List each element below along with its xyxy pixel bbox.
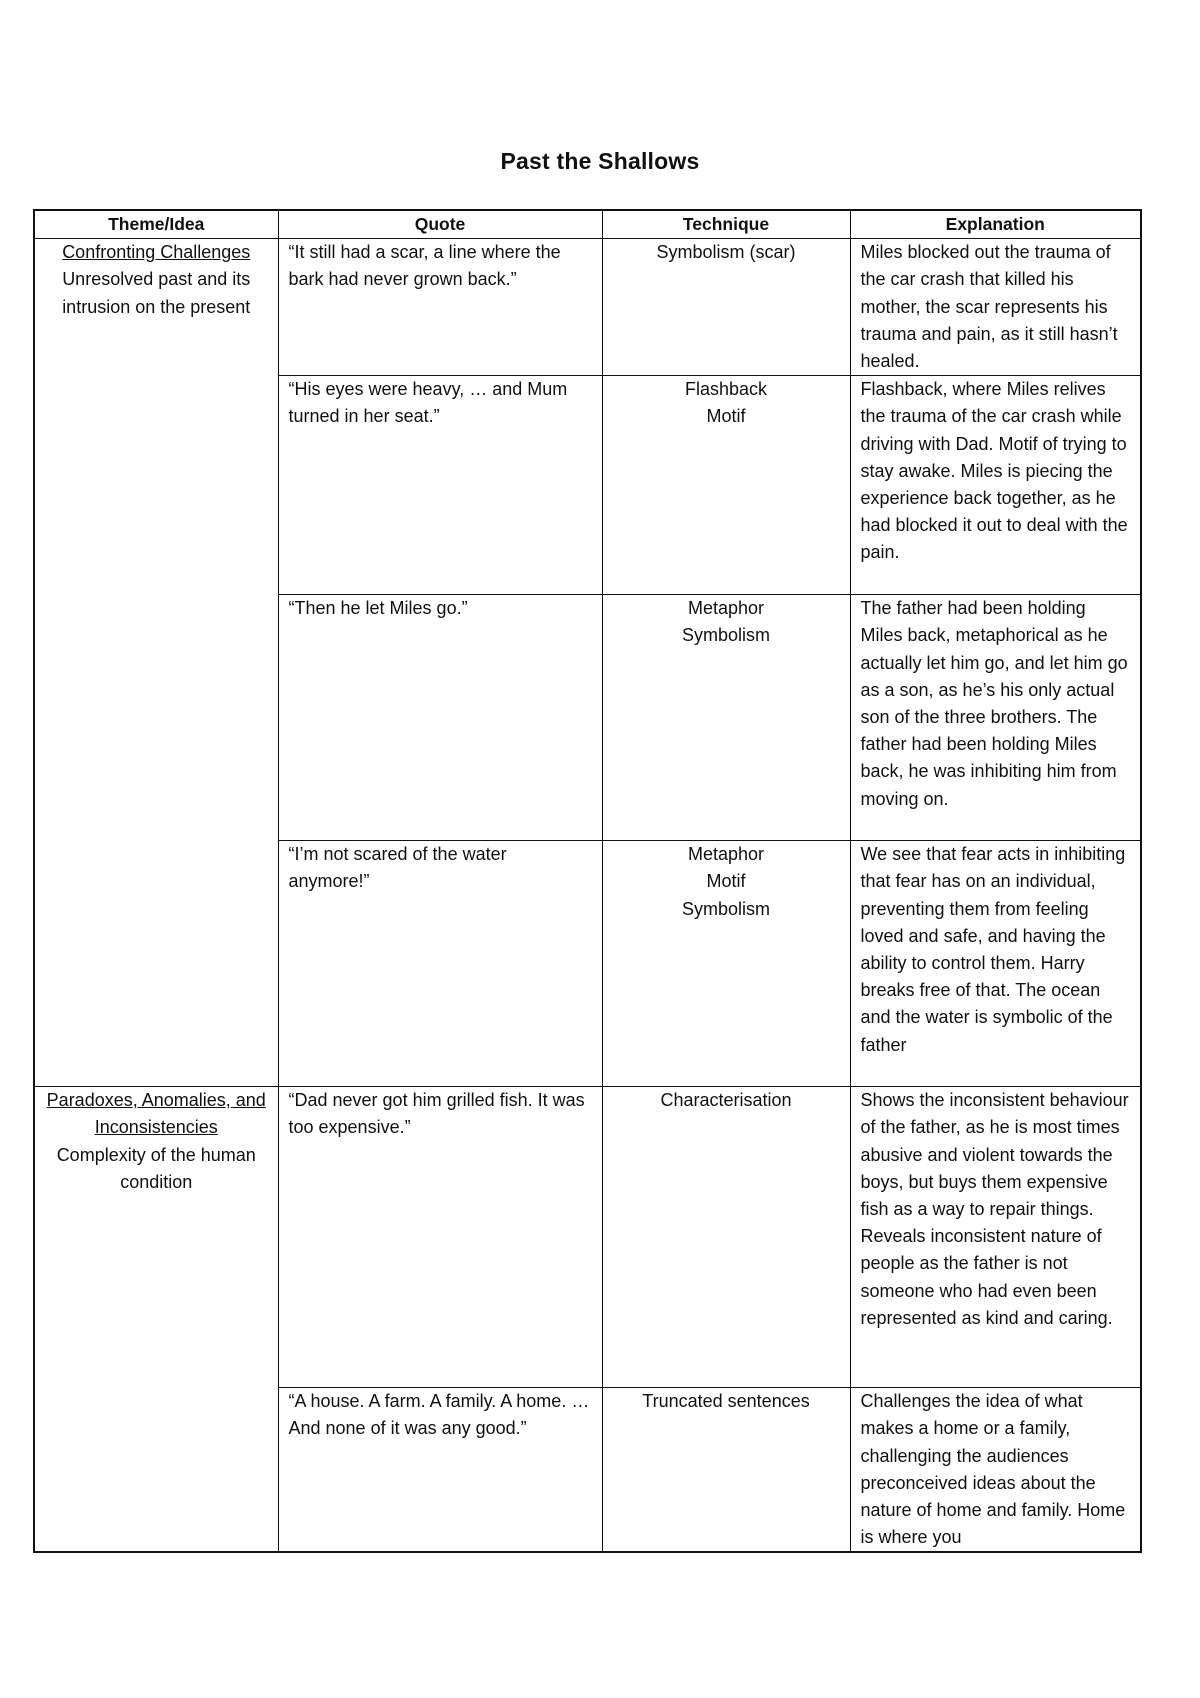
technique-cell	[602, 376, 850, 595]
table-row	[34, 239, 1141, 376]
quote-cell: “A house. A farm. A family. A home. … And none of it was any good.”	[278, 1388, 602, 1553]
quote-cell: “Then he let Miles go.”	[278, 595, 602, 841]
quote-cell: “It still had a scar, a line where the bark had never grown back.”	[278, 239, 602, 376]
header-quote: Quote	[278, 210, 602, 239]
theme-heading: Paradoxes, Anomalies, and Inconsistencies	[46, 1090, 266, 1138]
technique-item: Symbolism	[681, 625, 770, 646]
technique-item: Truncated sentences	[642, 1391, 810, 1412]
theme-subtitle: Complexity of the human condition	[56, 1144, 256, 1192]
header-technique: Technique	[602, 210, 850, 239]
technique-item: Flashback	[684, 379, 768, 400]
explanation-cell: We see that fear acts in inhibiting that fear has on an individual, preventing them from feeling loved and safe, and having the ability to control them. Harry breaks free of that. The ocean and the water is symbolic of the father	[850, 841, 1141, 1087]
explanation-cell: Shows the inconsistent behaviour of the father, as he is most times abusive and violent towards the boys, but buys them expensive fish as a way to repair things. Reveals inconsistent nature of people as the father is not someone who had even been represented as kind and caring.	[850, 1087, 1141, 1388]
technique-cell	[602, 595, 850, 841]
table-header	[34, 210, 1141, 239]
technique-item: Symbolism (scar)	[656, 242, 796, 263]
technique-item: Symbolism	[681, 898, 770, 919]
technique-item: Metaphor	[687, 844, 765, 865]
technique-item: Characterisation	[660, 1090, 792, 1111]
theme-cell-paradoxes	[34, 1087, 278, 1553]
header-row	[34, 210, 1141, 239]
technique-cell	[602, 239, 850, 376]
explanation-cell: Miles blocked out the trauma of the car crash that killed his mother, the scar represents his trauma and pain, as it still hasn’t healed.	[850, 239, 1141, 376]
quote-cell: “I’m not scared of the water anymore!”	[278, 841, 602, 1087]
explanation-cell: The father had been holding Miles back, metaphorical as he actually let him go, and let him go as a son, as he’s his only actual son of the three brothers. The father had been holding Miles back, he was inhibiting him from moving on.	[850, 595, 1141, 841]
technique-item: Motif	[706, 406, 746, 427]
technique-cell	[602, 1388, 850, 1553]
page-title: Past the Shallows	[500, 148, 700, 174]
explanation-cell: Challenges the idea of what makes a home or a family, challenging the audiences preconceived ideas about the nature of home and family. Home is where you	[850, 1388, 1141, 1553]
technique-item: Motif	[706, 871, 746, 892]
header-theme: Theme/Idea	[34, 210, 278, 239]
technique-cell	[602, 841, 850, 1087]
quote-cell: “His eyes were heavy, … and Mum turned in her seat.”	[278, 376, 602, 595]
theme-cell-confronting-challenges	[34, 239, 278, 1087]
theme-subtitle: Unresolved past and its intrusion on the present	[62, 269, 251, 317]
technique-item: Metaphor	[687, 598, 765, 619]
header-explanation: Explanation	[850, 210, 1141, 239]
explanation-cell: Flashback, where Miles relives the trauma of the car crash while driving with Dad. Motif of trying to stay awake. Miles is piecing the experience back together, as he had blocked it out to deal with the pain.	[850, 376, 1141, 595]
table-row	[34, 1087, 1141, 1388]
table-body	[34, 239, 1141, 1553]
analysis-table	[33, 209, 1142, 1553]
technique-cell	[602, 1087, 850, 1388]
quote-cell: “Dad never got him grilled fish. It was too expensive.”	[278, 1087, 602, 1388]
theme-heading: Confronting Challenges	[62, 242, 251, 263]
